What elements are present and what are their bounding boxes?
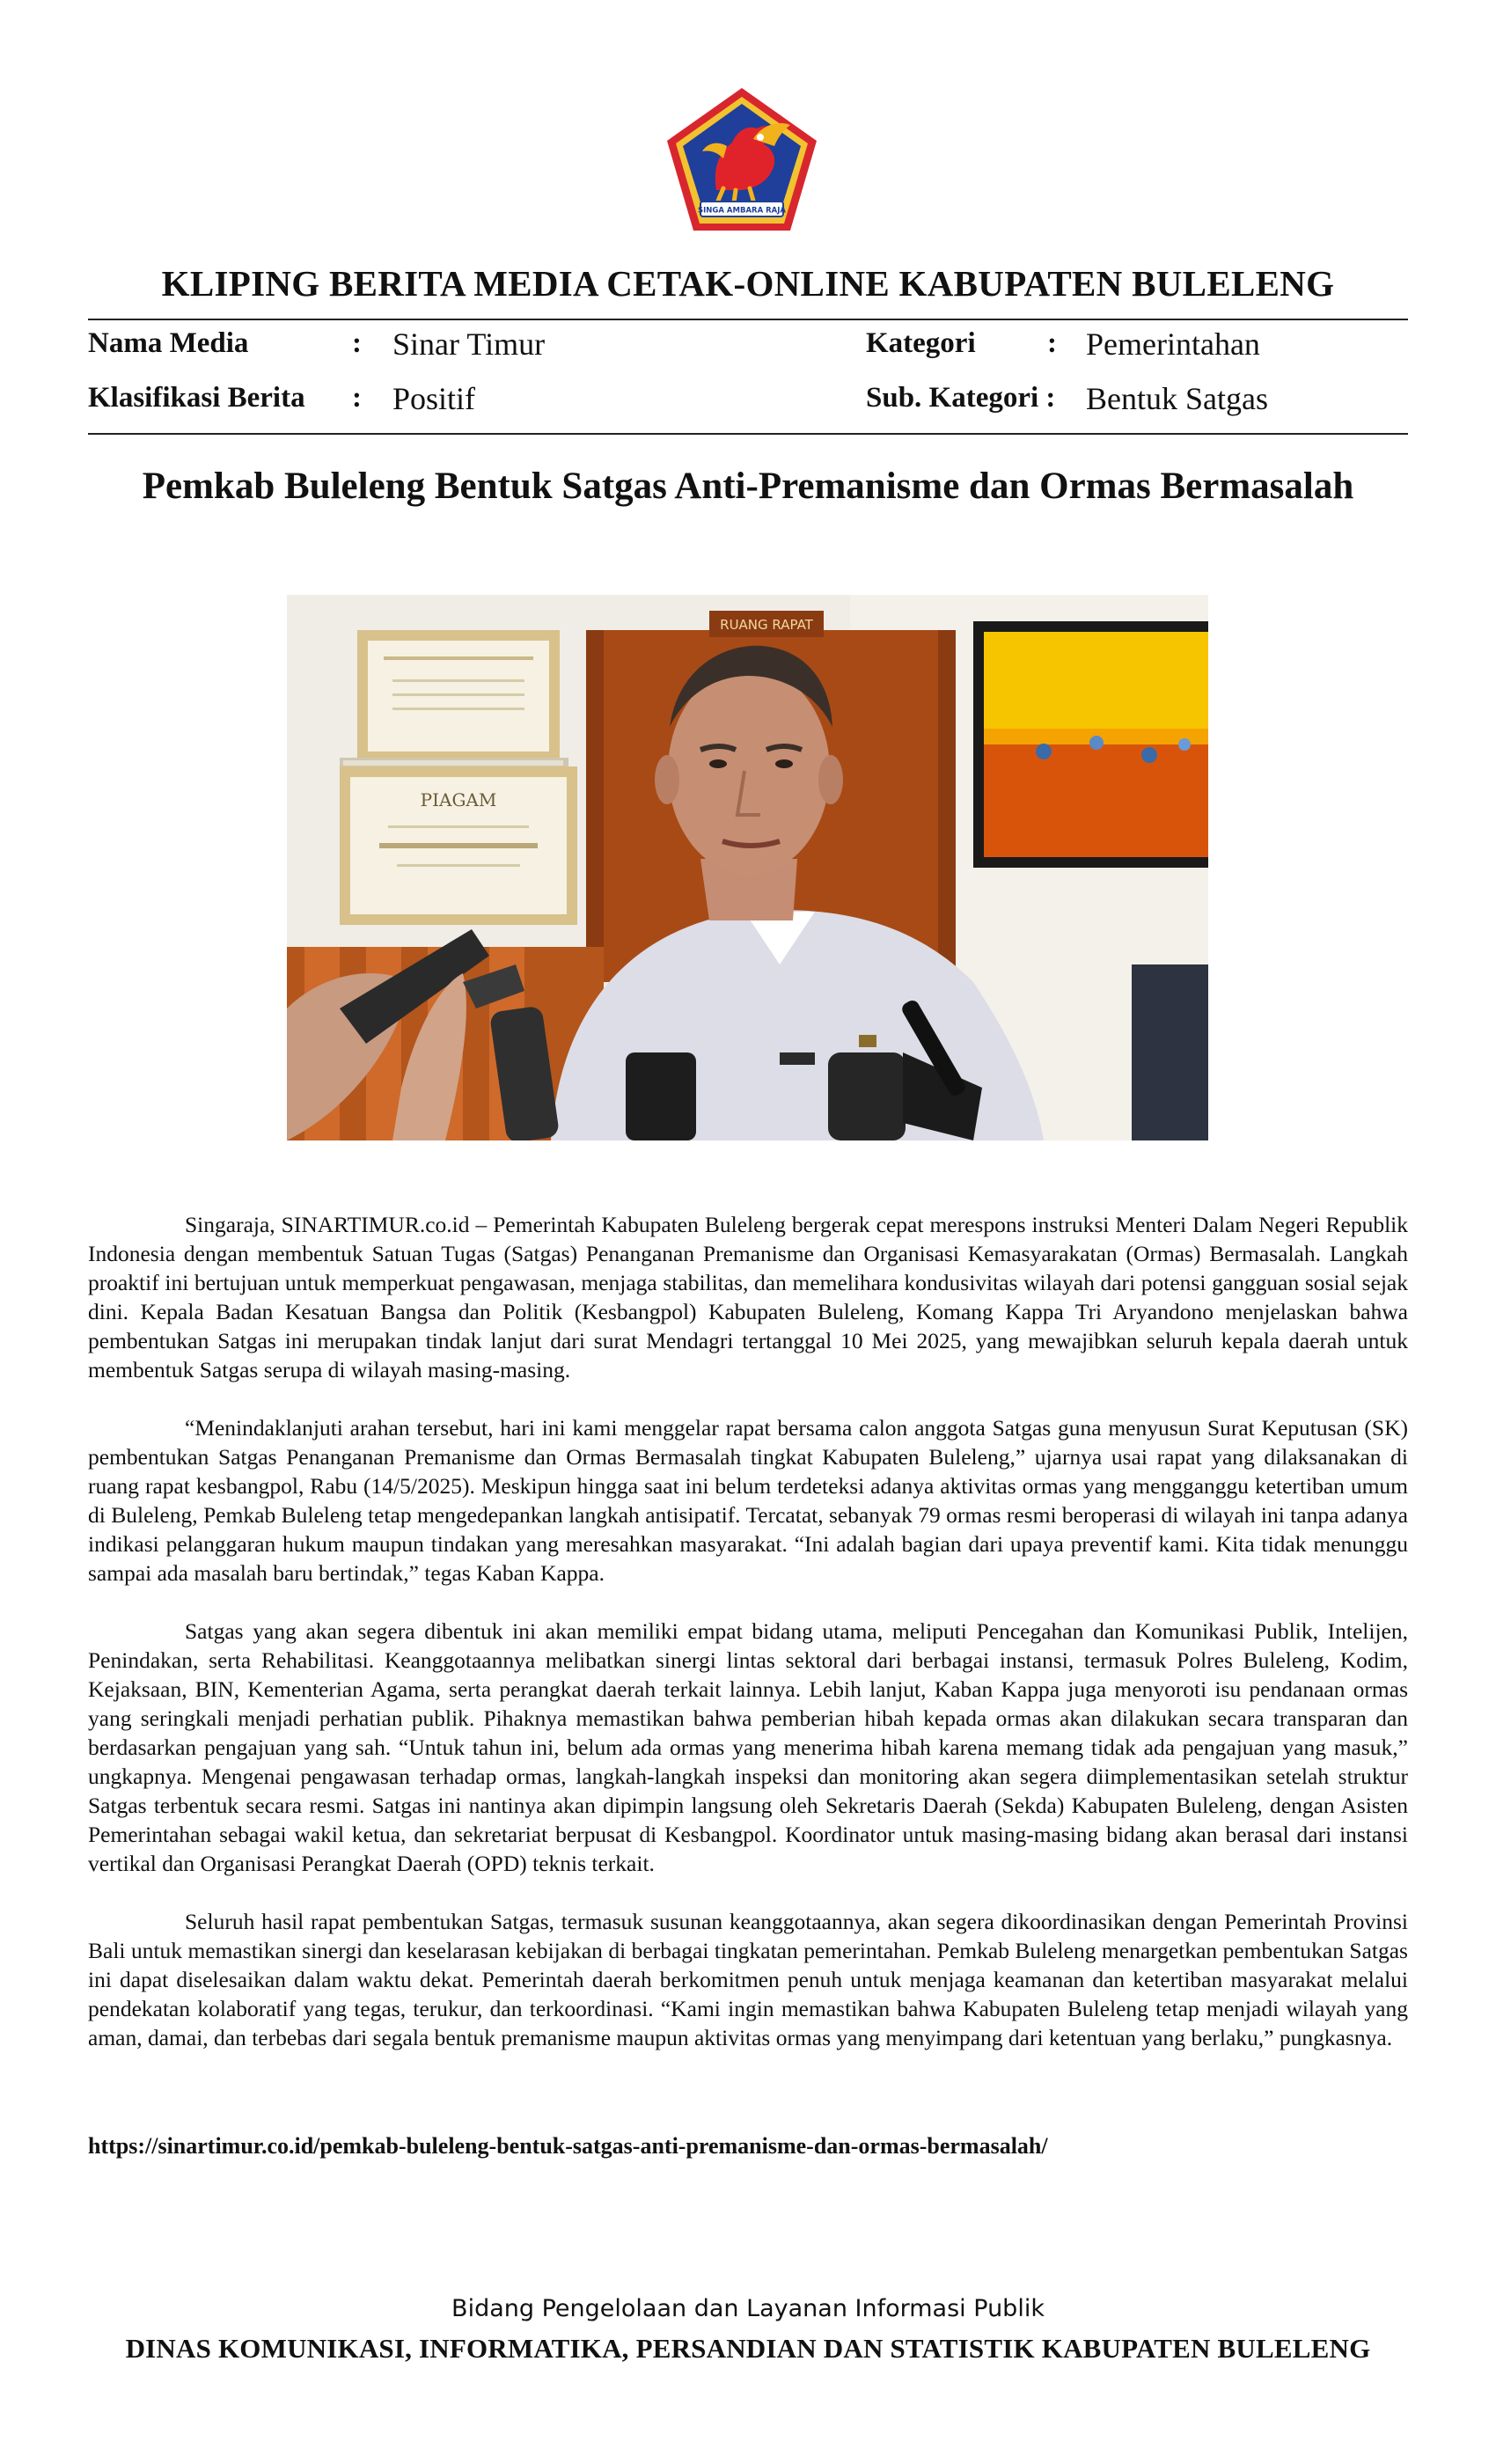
document-title: KLIPING BERITA MEDIA CETAK-ONLINE KABUPATEN BULELENG bbox=[161, 263, 1335, 304]
certificate-text: PIAGAM bbox=[420, 789, 497, 810]
kategori-colon: : bbox=[1047, 327, 1057, 359]
klasifikasi-value: Positif bbox=[392, 381, 476, 416]
header-divider-top bbox=[88, 319, 1408, 320]
singa-ambara-raja-emblem bbox=[662, 84, 822, 236]
nama-media-colon: : bbox=[352, 327, 362, 359]
source-url: https://sinartimur.co.id/pemkab-buleleng-bentuk-satgas-anti-premanisme-dan-ormas-bermasalah/ bbox=[88, 2133, 1048, 2159]
kategori-label: Kategori bbox=[866, 327, 976, 359]
article-paragraph-1: Singaraja, SINARTIMUR.co.id – Pemerintah Kabupaten Buleleng bergerak cepat merespons instruksi Menteri Dalam Negeri Republik Indonesia dengan membentuk Satuan Tugas (Satgas) Penanganan Premanisme dan Organisasi Kemasyarakatan (Ormas) Bermasalah. Langkah proaktif ini bertujuan untuk memperkuat pengawasan, menjaga stabilitas, dan memelihara kondusivitas wilayah dari potensi gangguan sosial sejak dini. Kepala Badan Kesatuan Bangsa dan Politik (Kesbangpol) Kabupaten Buleleng, Komang Kappa Tri Aryandono menjelaskan bahwa pembentukan Satgas ini merupakan tindak lanjut dari surat Mendagri tertanggal 10 Mei 2025, yang mewajibkan seluruh kepala daerah untuk membentuk Satgas serupa di wilayah masing-masing. bbox=[88, 1212, 1408, 1382]
article-photo bbox=[287, 595, 1208, 1140]
nama-media-value: Sinar Timur bbox=[392, 326, 546, 362]
header-divider-bottom bbox=[88, 433, 1408, 435]
article-paragraph-3: Satgas yang akan segera dibentuk ini akan memiliki empat bidang utama, meliputi Pencegahan dan Komunikasi Publik, Intelijen, Penindakan, serta Rehabilitasi. Keanggotaannya melibatkan sinergi lintas sektoral dari berbagai instansi, termasuk Polres Buleleng, Kodim, Kejaksaan, BIN, Kementerian Agama, serta perangkat daerah terkait lainnya. Lebih lanjut, Kaban Kappa juga menyoroti isu pendanaan ormas yang seringkali menjadi perhatian publik. Pihaknya memastikan bahwa pemberian hibah kepada ormas akan dilakukan secara transparan dan berdasarkan pengajuan yang sah. “Untuk tahun ini, belum ada ormas yang menerima hibah karena memang tidak ada pengajuan yang masuk,” ungkapnya. Mengenai pengawasan terhadap ormas, langkah-langkah inspeksi dan monitoring akan segera diimplementasikan setelah struktur Satgas terbentuk secara resmi. Satgas ini nantinya akan dipimpin langsung oleh Sekretaris Daerah (Sekda) Kabupaten Buleleng, dengan Asisten Pemerintahan sebagai wakil ketua, dan sekretariat berpusat di Kesbangpol. Koordinator untuk masing-masing bidang akan berasal dari instansi vertikal dan Organisasi Perangkat Daerah (OPD) teknis terkait. bbox=[88, 1618, 1408, 1876]
article-paragraph-4: Seluruh hasil rapat pembentukan Satgas, termasuk susunan keanggotaannya, akan segera dikoordinasikan dengan Pemerintah Provinsi Bali untuk memastikan sinergi dan keselarasan kebijakan di berbagai tingkatan pemerintahan. Pemkab Buleleng menargetkan pembentukan Satgas ini dapat diselesaikan dalam waktu dekat. Pemerintah daerah berkomitmen penuh untuk menjaga keamanan dan ketertiban masyarakat melalui pendekatan kolaboratif yang tegas, terukur, dan terkoordinasi. “Kami ingin memastikan bahwa Kabupaten Buleleng tetap menjadi wilayah yang aman, damai, dan terbebas dari segala bentuk premanisme maupun aktivitas ormas yang menyimpang dari ketentuan yang berlaku,” pungkasnya. bbox=[88, 1909, 1408, 2050]
article-headline: Pemkab Buleleng Bentuk Satgas Anti-Premanisme dan Ormas Bermasalah bbox=[142, 466, 1354, 507]
article-paragraph-2: “Menindaklanjuti arahan tersebut, hari ini kami menggelar rapat bersama calon anggota Satgas guna menyusun Surat Keputusan (SK) pembentukan Satgas Penanganan Premanisme dan Ormas Bermasalah tingkat Kabupaten Buleleng,” ujarnya usai rapat yang dilaksanakan di ruang rapat kesbangpol, Rabu (14/5/2025). Meskipun hingga saat ini belum terdeteksi adanya aktivitas ormas yang mengganggu ketertiban umum di Buleleng, Pemkab Buleleng tetap mengedepankan langkah antisipatif. Tercatat, sebanyak 79 ormas resmi beroperasi di wilayah ini tanpa adanya indikasi pelanggaran hukum maupun tindakan yang meresahkan masyarakat. “Ini adalah bagian dari upaya preventif kami. Kita tidak menunggu sampai ada masalah baru bertindak,” tegas Kaban Kappa. bbox=[88, 1415, 1408, 1586]
kategori-value: Pemerintahan bbox=[1086, 326, 1260, 362]
nama-media-label: Nama Media bbox=[88, 327, 249, 359]
klasifikasi-colon: : bbox=[352, 382, 362, 414]
sub-kategori-value: Bentuk Satgas bbox=[1086, 381, 1268, 416]
room-sign-text: RUANG RAPAT bbox=[720, 617, 813, 633]
footer-division: Bidang Pengelolaan dan Layanan Informasi Publik bbox=[451, 2295, 1045, 2322]
article-body bbox=[88, 1210, 1408, 2081]
klasifikasi-label: Klasifikasi Berita bbox=[88, 382, 305, 414]
logo-motto-text: SINGA AMBARA RAJA bbox=[698, 206, 786, 216]
sub-kategori-label: Sub. Kategori : bbox=[866, 382, 1056, 414]
footer-agency: DINAS KOMUNIKASI, INFORMATIKA, PERSANDIAN DAN STATISTIK KABUPATEN BULELENG bbox=[125, 2333, 1371, 2364]
